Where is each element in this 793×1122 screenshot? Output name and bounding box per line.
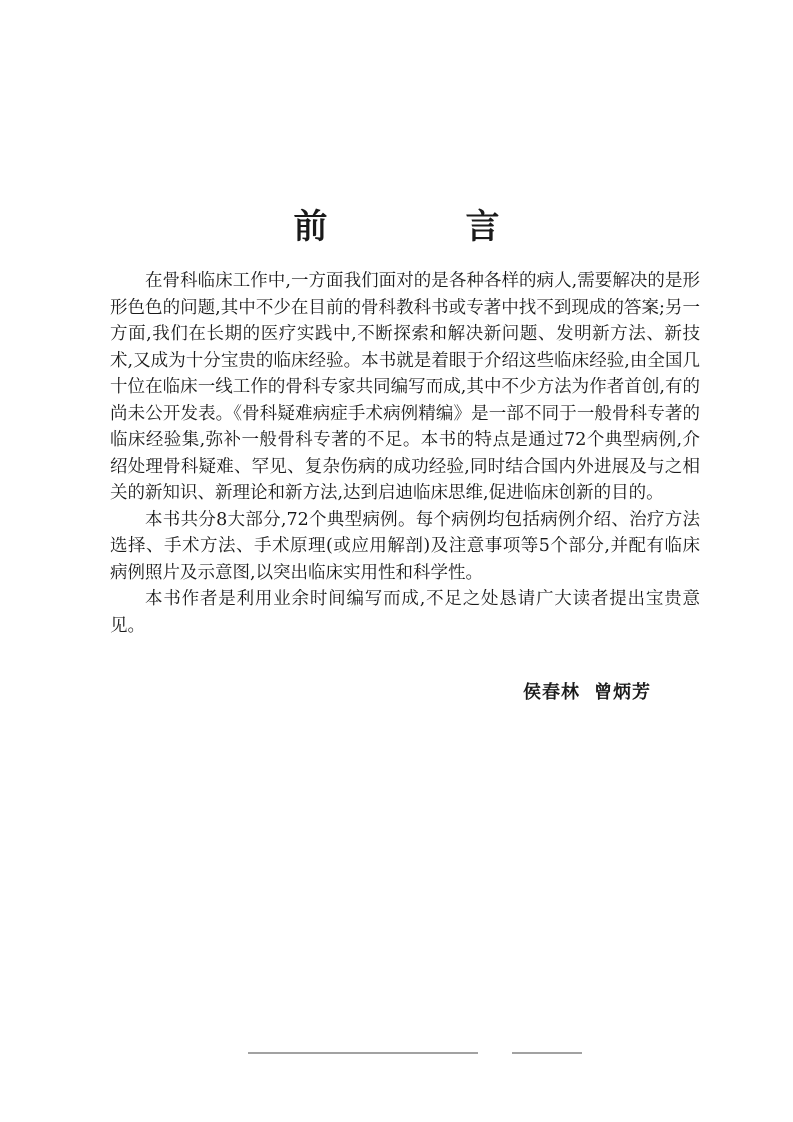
scan-artifact-line — [512, 1052, 582, 1054]
paragraph: 本书作者是利用业余时间编写而成,不足之处恳请广大读者提出宝贵意见。 — [110, 589, 700, 636]
signature — [523, 680, 651, 706]
author-name: 侯春林 — [523, 682, 580, 703]
author-name: 曾炳芳 — [594, 682, 651, 703]
scan-artifact-line — [248, 1052, 478, 1054]
paragraph: 本书共分8大部分,72个典型病例。每个病例均包括病例介绍、治疗方法选择、手术方法、手术原理(或应用解剖)及注意事项等5个部分,并配有临床病例照片及示意图,以突出临床实用性和科学性。 — [110, 509, 700, 583]
page-title: 前 言 — [293, 207, 552, 247]
paragraph: 在骨科临床工作中,一方面我们面对的是各种各样的病人,需要解决的是形形色色的问题,其中不少在目前的骨科教科书或专著中找不到现成的答案;另一方面,我们在长期的医疗实践中,不断探索和解决新问题、发明新方法、新技术,又成为十分宝贵的临床经验。本书就是着眼于介绍这些临床经验,由全国几十位在临床一线工作的骨科专家共同编写而成,其中不少方法为作者首创,有的尚未公开发表。《骨科疑难病症手术病例精编》是一部不同于一般骨科专著的临床经验集,弥补一般骨科专著的不足。本书的特点是通过72个典型病例,介绍处理骨科疑难、罕见、复杂伤病的成功经验,同时结合国内外进展及与之相关的新知识、新理论和新方法,达到启迪临床思维,促进临床创新的目的。 — [110, 271, 700, 503]
preface-body — [110, 268, 700, 639]
